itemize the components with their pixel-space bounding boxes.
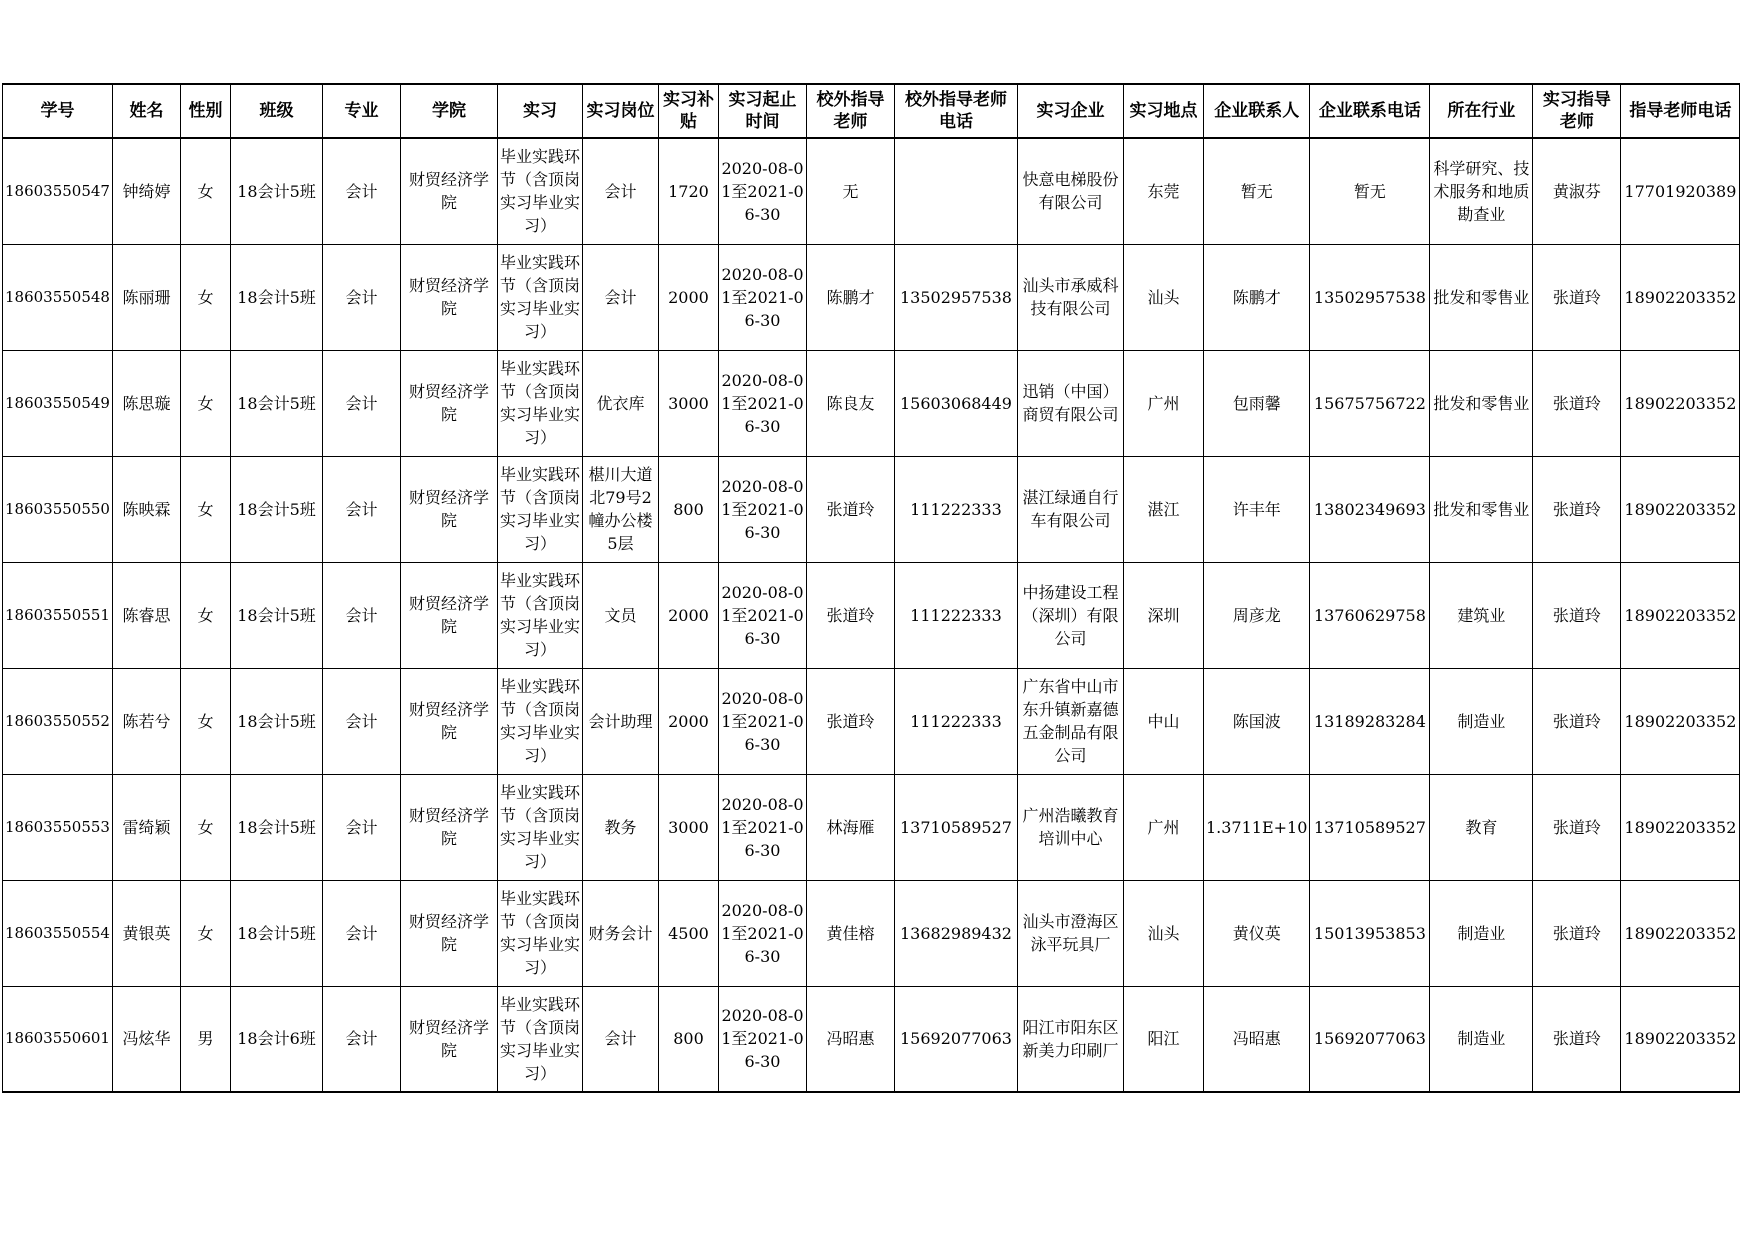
industry-cell: 科学研究、技术服务和地质勘查业 xyxy=(1430,138,1533,244)
location-cell: 深圳 xyxy=(1123,562,1203,668)
major-cell: 会计 xyxy=(322,562,400,668)
gender-cell: 女 xyxy=(180,668,230,774)
subsidy-cell: 3000 xyxy=(658,774,718,880)
table-row xyxy=(3,562,1740,668)
period-cell: 2020-08-01至2021-06-30 xyxy=(718,668,806,774)
internship-cell-text: 毕业实践环节（含顶岗实习毕业实习） xyxy=(499,253,580,341)
gender-cell: 女 xyxy=(180,456,230,562)
industry-cell: 批发和零售业 xyxy=(1430,350,1533,456)
subsidy-cell: 2000 xyxy=(658,244,718,350)
student-id-cell: 18603550552 xyxy=(3,668,113,774)
external-mentor-cell: 陈良友 xyxy=(806,350,894,456)
position-cell: 椹川大道北79号2幢办公楼5层 xyxy=(582,456,658,562)
external-mentor-phone-cell: 15692077063 xyxy=(894,986,1017,1092)
table-row xyxy=(3,668,1740,774)
header-cell-company: 实习企业 xyxy=(1017,84,1123,138)
subsidy-cell: 2000 xyxy=(658,668,718,774)
position-cell: 会计 xyxy=(582,244,658,350)
position-cell: 会计 xyxy=(582,986,658,1092)
internship-mentor-cell: 黄淑芬 xyxy=(1533,138,1621,244)
major-cell: 会计 xyxy=(322,244,400,350)
major-cell: 会计 xyxy=(322,456,400,562)
internship-cell xyxy=(497,244,582,350)
header-cell-external-mentor: 校外指导老师 xyxy=(806,84,894,138)
gender-cell: 女 xyxy=(180,562,230,668)
major-cell: 会计 xyxy=(322,138,400,244)
industry-cell: 教育 xyxy=(1430,774,1533,880)
location-cell: 广州 xyxy=(1123,350,1203,456)
class-cell: 18会计5班 xyxy=(230,456,322,562)
student-id-cell: 18603550553 xyxy=(3,774,113,880)
period-cell: 2020-08-01至2021-06-30 xyxy=(718,244,806,350)
student-id-cell: 18603550547 xyxy=(3,138,113,244)
class-cell: 18会计5班 xyxy=(230,880,322,986)
industry-cell: 制造业 xyxy=(1430,880,1533,986)
name-cell: 黄银英 xyxy=(112,880,180,986)
table-row xyxy=(3,774,1740,880)
company-contact-cell: 1.3711E+10 xyxy=(1203,774,1309,880)
external-mentor-cell: 陈鹏才 xyxy=(806,244,894,350)
name-cell: 冯炫华 xyxy=(112,986,180,1092)
gender-cell: 女 xyxy=(180,138,230,244)
internship-cell xyxy=(497,986,582,1092)
company-contact-cell: 暂无 xyxy=(1203,138,1309,244)
header-cell-student-id: 学号 xyxy=(3,84,113,138)
company-contact-phone-cell: 15013953853 xyxy=(1310,880,1430,986)
position-cell: 会计助理 xyxy=(582,668,658,774)
college-cell: 财贸经济学院 xyxy=(400,668,497,774)
company-contact-phone-cell: 15675756722 xyxy=(1310,350,1430,456)
external-mentor-phone-cell: 13710589527 xyxy=(894,774,1017,880)
gender-cell: 男 xyxy=(180,986,230,1092)
external-mentor-phone-cell: 13682989432 xyxy=(894,880,1017,986)
external-mentor-cell: 张道玲 xyxy=(806,456,894,562)
table-row xyxy=(3,350,1740,456)
subsidy-cell: 1720 xyxy=(658,138,718,244)
external-mentor-phone-cell xyxy=(894,138,1017,244)
internship-mentor-cell: 张道玲 xyxy=(1533,456,1621,562)
company-contact-phone-cell: 13189283284 xyxy=(1310,668,1430,774)
subsidy-cell: 800 xyxy=(658,986,718,1092)
external-mentor-cell: 冯昭惠 xyxy=(806,986,894,1092)
class-cell: 18会计5班 xyxy=(230,668,322,774)
table-body xyxy=(3,138,1740,1092)
header-cell-mentor-phone: 指导老师电话 xyxy=(1621,84,1740,138)
header-cell-company-contact: 企业联系人 xyxy=(1203,84,1309,138)
name-cell: 陈映霖 xyxy=(112,456,180,562)
location-cell: 汕头 xyxy=(1123,244,1203,350)
company-cell: 中扬建设工程（深圳）有限公司 xyxy=(1017,562,1123,668)
header-cell-period: 实习起止时间 xyxy=(718,84,806,138)
internship-mentor-cell: 张道玲 xyxy=(1533,244,1621,350)
position-cell: 会计 xyxy=(582,138,658,244)
internship-cell-text: 毕业实践环节（含顶岗实习毕业实习） xyxy=(499,994,580,1083)
header-cell-class: 班级 xyxy=(230,84,322,138)
student-id-cell: 18603550601 xyxy=(3,986,113,1092)
name-cell: 雷绮颖 xyxy=(112,774,180,880)
subsidy-cell: 4500 xyxy=(658,880,718,986)
gender-cell: 女 xyxy=(180,244,230,350)
mentor-phone-cell: 17701920389 xyxy=(1621,138,1740,244)
table-row xyxy=(3,986,1740,1092)
college-cell: 财贸经济学院 xyxy=(400,774,497,880)
student-id-cell: 18603550549 xyxy=(3,350,113,456)
gender-cell: 女 xyxy=(180,774,230,880)
major-cell: 会计 xyxy=(322,986,400,1092)
company-contact-cell: 冯昭惠 xyxy=(1203,986,1309,1092)
mentor-phone-cell: 18902203352 xyxy=(1621,880,1740,986)
company-cell: 汕头市承威科技有限公司 xyxy=(1017,244,1123,350)
table-row xyxy=(3,244,1740,350)
header-cell-position: 实习岗位 xyxy=(582,84,658,138)
internship-cell-text: 毕业实践环节（含顶岗实习毕业实习） xyxy=(499,465,580,553)
college-cell: 财贸经济学院 xyxy=(400,456,497,562)
header-cell-external-mentor-phone: 校外指导老师电话 xyxy=(894,84,1017,138)
internship-mentor-cell: 张道玲 xyxy=(1533,668,1621,774)
college-cell: 财贸经济学院 xyxy=(400,880,497,986)
internship-cell xyxy=(497,880,582,986)
industry-cell: 批发和零售业 xyxy=(1430,456,1533,562)
period-cell: 2020-08-01至2021-06-30 xyxy=(718,350,806,456)
college-cell: 财贸经济学院 xyxy=(400,562,497,668)
period-cell: 2020-08-01至2021-06-30 xyxy=(718,562,806,668)
company-contact-cell: 黄仪英 xyxy=(1203,880,1309,986)
college-cell: 财贸经济学院 xyxy=(400,350,497,456)
external-mentor-phone-cell: 111222333 xyxy=(894,562,1017,668)
external-mentor-phone-cell: 15603068449 xyxy=(894,350,1017,456)
internship-cell-text: 毕业实践环节（含顶岗实习毕业实习） xyxy=(499,359,580,447)
company-cell: 汕头市澄海区泳平玩具厂 xyxy=(1017,880,1123,986)
internship-mentor-cell: 张道玲 xyxy=(1533,986,1621,1092)
company-cell: 广州浩曦教育培训中心 xyxy=(1017,774,1123,880)
header-cell-college: 学院 xyxy=(400,84,497,138)
header-cell-major: 专业 xyxy=(322,84,400,138)
table-row xyxy=(3,138,1740,244)
internship-cell-text: 毕业实践环节（含顶岗实习毕业实习） xyxy=(499,783,580,871)
subsidy-cell: 3000 xyxy=(658,350,718,456)
company-contact-phone-cell: 13710589527 xyxy=(1310,774,1430,880)
position-cell: 优衣库 xyxy=(582,350,658,456)
company-cell: 湛江绿通自行车有限公司 xyxy=(1017,456,1123,562)
header-cell-gender: 性别 xyxy=(180,84,230,138)
mentor-phone-cell: 18902203352 xyxy=(1621,774,1740,880)
internship-mentor-cell: 张道玲 xyxy=(1533,350,1621,456)
company-cell: 快意电梯股份有限公司 xyxy=(1017,138,1123,244)
student-id-cell: 18603550551 xyxy=(3,562,113,668)
major-cell: 会计 xyxy=(322,774,400,880)
internship-cell-text: 毕业实践环节（含顶岗实习毕业实习） xyxy=(499,571,580,659)
header-cell-location: 实习地点 xyxy=(1123,84,1203,138)
period-cell: 2020-08-01至2021-06-30 xyxy=(718,774,806,880)
company-contact-cell: 周彦龙 xyxy=(1203,562,1309,668)
college-cell: 财贸经济学院 xyxy=(400,244,497,350)
internship-cell xyxy=(497,138,582,244)
header-cell-internship: 实习 xyxy=(497,84,582,138)
external-mentor-phone-cell: 111222333 xyxy=(894,668,1017,774)
external-mentor-cell: 黄佳榕 xyxy=(806,880,894,986)
position-cell: 文员 xyxy=(582,562,658,668)
header-cell-internship-mentor: 实习指导老师 xyxy=(1533,84,1621,138)
header-row xyxy=(3,84,1740,138)
industry-cell: 批发和零售业 xyxy=(1430,244,1533,350)
class-cell: 18会计5班 xyxy=(230,138,322,244)
company-contact-cell: 许丰年 xyxy=(1203,456,1309,562)
major-cell: 会计 xyxy=(322,880,400,986)
external-mentor-cell: 林海雁 xyxy=(806,774,894,880)
internship-mentor-cell: 张道玲 xyxy=(1533,880,1621,986)
internship-mentor-cell: 张道玲 xyxy=(1533,774,1621,880)
college-cell: 财贸经济学院 xyxy=(400,986,497,1092)
internship-cell xyxy=(497,456,582,562)
mentor-phone-cell: 18902203352 xyxy=(1621,986,1740,1092)
industry-cell: 建筑业 xyxy=(1430,562,1533,668)
college-cell: 财贸经济学院 xyxy=(400,138,497,244)
header-cell-company-contact-phone: 企业联系电话 xyxy=(1310,84,1430,138)
period-cell: 2020-08-01至2021-06-30 xyxy=(718,456,806,562)
name-cell: 钟绮婷 xyxy=(112,138,180,244)
class-cell: 18会计5班 xyxy=(230,774,322,880)
location-cell: 阳江 xyxy=(1123,986,1203,1092)
name-cell: 陈丽珊 xyxy=(112,244,180,350)
internship-cell xyxy=(497,668,582,774)
company-contact-phone-cell: 13802349693 xyxy=(1310,456,1430,562)
mentor-phone-cell: 18902203352 xyxy=(1621,244,1740,350)
mentor-phone-cell: 18902203352 xyxy=(1621,562,1740,668)
header-cell-name: 姓名 xyxy=(112,84,180,138)
company-contact-phone-cell: 15692077063 xyxy=(1310,986,1430,1092)
company-contact-cell: 陈鹏才 xyxy=(1203,244,1309,350)
period-cell: 2020-08-01至2021-06-30 xyxy=(718,880,806,986)
position-cell: 财务会计 xyxy=(582,880,658,986)
subsidy-cell: 800 xyxy=(658,456,718,562)
mentor-phone-cell: 18902203352 xyxy=(1621,350,1740,456)
name-cell: 陈睿思 xyxy=(112,562,180,668)
internship-mentor-cell: 张道玲 xyxy=(1533,562,1621,668)
student-id-cell: 18603550548 xyxy=(3,244,113,350)
location-cell: 湛江 xyxy=(1123,456,1203,562)
company-contact-phone-cell: 13760629758 xyxy=(1310,562,1430,668)
student-id-cell: 18603550550 xyxy=(3,456,113,562)
subsidy-cell: 2000 xyxy=(658,562,718,668)
location-cell: 中山 xyxy=(1123,668,1203,774)
internship-cell-text: 毕业实践环节（含顶岗实习毕业实习） xyxy=(499,147,580,236)
internship-cell xyxy=(497,774,582,880)
period-cell: 2020-08-01至2021-06-30 xyxy=(718,986,806,1092)
major-cell: 会计 xyxy=(322,350,400,456)
class-cell: 18会计6班 xyxy=(230,986,322,1092)
internship-cell xyxy=(497,350,582,456)
company-cell: 迅销（中国）商贸有限公司 xyxy=(1017,350,1123,456)
company-contact-phone-cell: 13502957538 xyxy=(1310,244,1430,350)
name-cell: 陈思璇 xyxy=(112,350,180,456)
external-mentor-phone-cell: 13502957538 xyxy=(894,244,1017,350)
class-cell: 18会计5班 xyxy=(230,244,322,350)
period-cell: 2020-08-01至2021-06-30 xyxy=(718,138,806,244)
location-cell: 东莞 xyxy=(1123,138,1203,244)
external-mentor-cell: 张道玲 xyxy=(806,668,894,774)
mentor-phone-cell: 18902203352 xyxy=(1621,456,1740,562)
table-row xyxy=(3,456,1740,562)
company-contact-cell: 陈国波 xyxy=(1203,668,1309,774)
external-mentor-cell: 无 xyxy=(806,138,894,244)
internship-cell xyxy=(497,562,582,668)
name-cell: 陈若兮 xyxy=(112,668,180,774)
internship-table xyxy=(2,83,1740,1093)
student-id-cell: 18603550554 xyxy=(3,880,113,986)
company-cell: 阳江市阳东区新美力印刷厂 xyxy=(1017,986,1123,1092)
external-mentor-phone-cell: 111222333 xyxy=(894,456,1017,562)
gender-cell: 女 xyxy=(180,880,230,986)
location-cell: 汕头 xyxy=(1123,880,1203,986)
header-cell-industry: 所在行业 xyxy=(1430,84,1533,138)
position-cell: 教务 xyxy=(582,774,658,880)
internship-cell-text: 毕业实践环节（含顶岗实习毕业实习） xyxy=(499,677,580,765)
class-cell: 18会计5班 xyxy=(230,562,322,668)
location-cell: 广州 xyxy=(1123,774,1203,880)
header-cell-subsidy: 实习补贴 xyxy=(658,84,718,138)
table-row xyxy=(3,880,1740,986)
gender-cell: 女 xyxy=(180,350,230,456)
external-mentor-cell: 张道玲 xyxy=(806,562,894,668)
class-cell: 18会计5班 xyxy=(230,350,322,456)
company-contact-cell: 包雨馨 xyxy=(1203,350,1309,456)
company-cell: 广东省中山市东升镇新嘉德五金制品有限公司 xyxy=(1017,668,1123,774)
internship-cell-text: 毕业实践环节（含顶岗实习毕业实习） xyxy=(499,889,580,977)
mentor-phone-cell: 18902203352 xyxy=(1621,668,1740,774)
industry-cell: 制造业 xyxy=(1430,668,1533,774)
industry-cell: 制造业 xyxy=(1430,986,1533,1092)
company-contact-phone-cell: 暂无 xyxy=(1310,138,1430,244)
major-cell: 会计 xyxy=(322,668,400,774)
